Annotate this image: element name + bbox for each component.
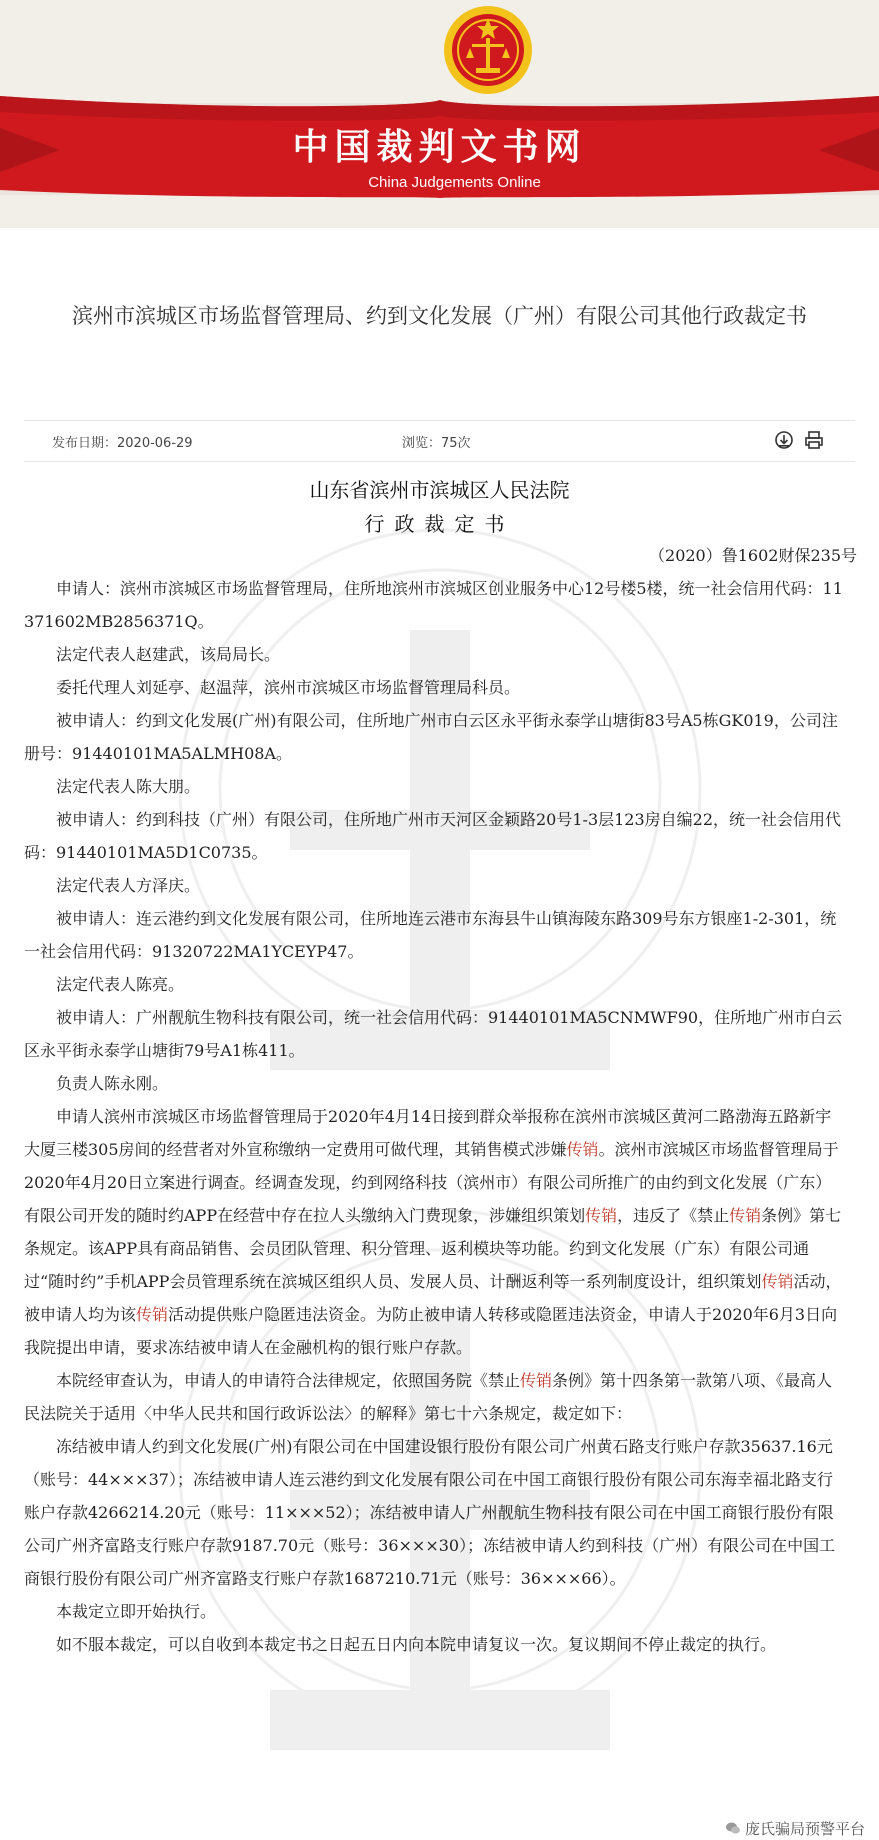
paragraph-text: 冻结被申请人约到文化发展(广州)有限公司在中国建设银行股份有限公司广州黄石路支行账户存款35637.16元（账号：44×××37）；冻结被申请人连云港约到文化发展有限公司在中国工商银行股份有限公司东海幸福北路支行账户存款4266214.20元（账号：11×××52）；冻结被申请人广州靓航生物科技有限公司在中国工商银行股份有限公司广州齐富路支行账户存款9187.70元（账号：36×××30）；冻结被申请人约到科技（广州）有限公司在中国工商银行股份有限公司广州齐富路支行账户存款1687210.71元（账号：36×××66）。 [24,1437,836,1588]
paragraph-text: 。滨州市滨城区市场监督管理局于2020年4月20日立案进行调查。经调查发现，约到网络科技（滨州市）有限公司所推广的由约到文化发展（广东）有限公司开发的随时约APP在经营中存在拉人头缴纳入门费现象，涉嫌组织策划 [24,1140,839,1225]
paragraph-text: 法定代表人陈亮。 [56,975,185,994]
highlighted-keyword: 传销 [729,1206,762,1225]
paragraph-text: 被申请人：约到文化发展(广州)有限公司，住所地广州市白云区永平街永泰学山塘街83号A5栋GK019，公司注册号：91440101MA5ALMH08A。 [24,711,838,763]
print-icon[interactable] [803,429,825,451]
body-paragraph [24,869,844,902]
paragraph-text: 委托代理人刘延亭、赵温萍，滨州市滨城区市场监督管理局科员。 [56,678,521,697]
highlighted-keyword: 传销 [761,1272,794,1291]
source-watermark [721,1818,869,1839]
body-paragraph [24,704,844,770]
paragraph-text: 被申请人：广州靓航生物科技有限公司，统一社会信用代码：91440101MA5CNMWF90，住所地广州市白云区永平街永泰学山塘街79号A1栋411。 [24,1008,843,1060]
document-title: 滨州市滨城区市场监督管理局、约到文化发展（广州）有限公司其他行政裁定书 [72,304,807,328]
body-paragraph [24,968,844,1001]
body-paragraph [24,638,844,671]
paragraph-text: 申请人滨州市滨城区市场监督管理局于2020年4月14日接到群众举报称在滨州市滨城区黄河二路渤海五路新宇大厦三楼305房间的经营者对外宣称缴纳一定费用可做代理，其销售模式涉嫌 [24,1107,832,1159]
document-actions [769,429,825,451]
paragraph-text: 被申请人：连云港约到文化发展有限公司，住所地连云港市东海县牛山镇海陵东路309号东方银座1-2-301，统一社会信用代码：91320722MA1YCEYP47。 [24,909,837,961]
highlighted-keyword: 传销 [520,1371,553,1390]
body-paragraph [24,1364,844,1430]
body-paragraph [24,1001,844,1067]
body-paragraph [24,770,844,803]
paragraph-text: 法定代表人陈大朋。 [56,777,201,796]
document-body [24,572,844,1661]
paragraph-text: 活动，被申请人均为该 [24,1272,842,1324]
body-paragraph [24,803,844,869]
site-subtitle: China Judgements Online [368,174,541,191]
paragraph-text: 条例》第十四条第一款第八项、《最高人民法院关于适用〈中华人民共和国行政诉讼法〉的解释》第七十六条规定，裁定如下： [24,1371,833,1423]
body-paragraph [24,1430,844,1595]
site-banner [0,0,879,228]
highlighted-keyword: 传销 [136,1305,169,1324]
body-paragraph [24,1100,844,1364]
document-type: 行政裁定书 [364,512,515,536]
body-paragraph [24,1628,844,1661]
document-meta-bar [24,420,855,462]
court-emblem-icon [442,4,534,96]
body-paragraph [24,902,844,968]
paragraph-text: 负责人陈永刚。 [56,1074,169,1093]
paragraph-text: 被申请人：约到科技（广州）有限公司，住所地广州市天河区金颖路20号1-3层123房自编22，统一社会信用代码：91440101MA5D1C0735。 [24,810,842,862]
body-paragraph [24,671,844,704]
site-title[interactable]: 中国裁判文书网 [292,127,587,168]
highlighted-keyword: 传销 [566,1140,599,1159]
paragraph-text: ，违反了《禁止 [617,1206,730,1225]
paragraph-text: 如不服本裁定，可以自收到本裁定书之日起五日内向本院申请复议一次。复议期间不停止裁定的执行。 [56,1635,777,1654]
view-count: 浏览：75次 [402,436,471,451]
highlighted-keyword: 传销 [585,1206,618,1225]
body-paragraph [24,1067,844,1100]
download-icon[interactable] [773,429,795,451]
court-name: 山东省滨州市滨城区人民法院 [309,478,570,502]
banner-red-ribbon [0,0,879,228]
body-paragraph [24,1595,844,1628]
paragraph-text: 活动提供账户隐匿违法资金。为防止被申请人转移或隐匿违法资金，申请人于2020年6月3日向我院提出申请，要求冻结被申请人在金融机构的银行账户存款。 [24,1305,838,1357]
paragraph-text: 本院经审查认为，申请人的申请符合法律规定，依照国务院《禁止 [56,1371,521,1390]
watermark-text: 庞氏骗局预警平台 [744,1820,865,1838]
body-paragraph [24,572,844,638]
paragraph-text: 申请人：滨州市滨城区市场监督管理局，住所地滨州市滨城区创业服务中心12号楼5楼，统一社会信用代码：11371602MB2856371Q。 [24,579,843,631]
publish-date: 发布日期：2020-06-29 [52,436,193,451]
paragraph-text: 法定代表人方泽庆。 [56,876,201,895]
case-number: （2020）鲁1602财保235号 [649,546,857,565]
wechat-icon [725,1820,741,1836]
paragraph-text: 本裁定立即开始执行。 [56,1602,217,1621]
paragraph-text: 法定代表人赵建武，该局局长。 [56,645,281,664]
paragraph-text: 条例》第七条规定。该APP具有商品销售、会员团队管理、积分管理、返利模块等功能。约到文化发展（广东）有限公司通过“随时约”手机APP会员管理系统在滨城区组织人员、发展人员、计酬返利等一系列制度设计，组织策划 [24,1206,842,1291]
